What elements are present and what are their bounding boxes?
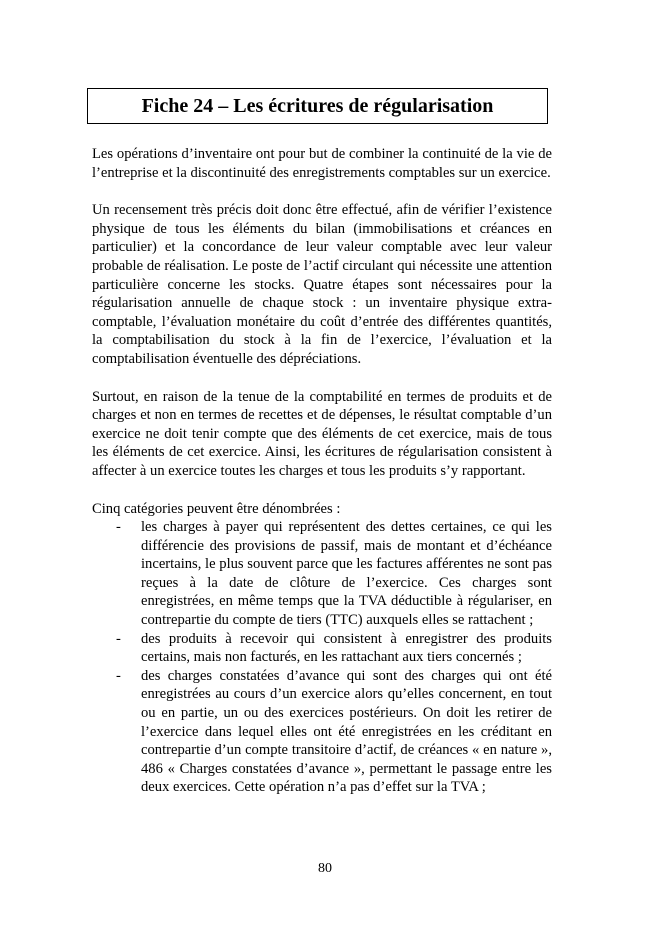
bullet-dash: -	[116, 667, 121, 684]
page-title: Fiche 24 – Les écritures de régularisation	[141, 95, 494, 117]
paragraph-2: Un recensement très précis doit donc être effectué, afin de vérifier l’existence physique de tous les éléments du bilan (immobilisations et créances en particulier) et la concordance de leur valeur comptable avec leur valeur probable de réalisation. Le poste de l’actif circulant qui nécessite une attention particulière concerne les stocks. Quatre étapes sont nécessaires pour la régularisation annuelle de chaque stock : un inventaire physique extra-comptable, l’évaluation monétaire du coût d’entrée des différentes quantités, la comptabilisation du stock à la fin de l’exercice, l’évaluation et la comptabilisation éventuelle des dépréciations.	[92, 202, 552, 367]
paragraph-3: Surtout, en raison de la tenue de la comptabilité en termes de produits et de charges et non en termes de recettes et de dépenses, le résultat comptable d’un exercice ne doit tenir compte que des éléments de cet exercice, mais de tous les éléments de cet exercice. Ainsi, les écritures de régularisation consistent à affecter à un exercice toutes les charges et tous les produits s’y rapportant.	[92, 388, 552, 479]
paragraph-1: Les opérations d’inventaire ont pour but de combiner la continuité de la vie de l’entreprise et la discontinuité des enregistrements comptables sur un exercice.	[92, 146, 552, 181]
page-number: 80	[318, 861, 332, 876]
list-intro: Cinq catégories peuvent être dénombrées :	[92, 500, 341, 517]
body-text	[92, 145, 552, 797]
list-item	[92, 518, 552, 630]
list-item-text: des charges constatées d’avance qui sont des charges qui ont été enregistrées au cours d’un exercice alors qu’elles concernent, en tout ou en partie, un ou des exercices postérieurs. On doit les retirer de l’exercice dans lequel elles ont été enregistrées en les créditant en contrepartie d’un compte transitoire d’actif, de créances « en nature », 486 « Charges constatées d’avance », permettant le passage entre les deux exercices. Cette opération n’a pas d’effet sur la TVA ;	[141, 667, 552, 796]
list-item	[92, 667, 552, 797]
list-item	[92, 630, 552, 667]
bullet-dash: -	[116, 519, 121, 536]
bullet-dash: -	[116, 630, 121, 647]
title-box	[87, 88, 548, 124]
category-list	[92, 518, 552, 797]
list-item-text: les charges à payer qui représentent des dettes certaines, ce qui les différencie des provisions de passif, mais de montant et d’échéance incertains, le plus souvent parce que les factures afférentes ne sont pas reçues à la date de clôture de l’exercice. Ces charges sont enregistrées, en même temps que la TVA déductible à régulariser, en contrepartie du compte de tiers (TTC) auxquels elles se rattachent ;	[141, 519, 552, 629]
list-item-text: des produits à recevoir qui consistent à enregistrer des produits certains, mais non facturés, en les rattachant aux tiers concernés ;	[141, 630, 552, 666]
